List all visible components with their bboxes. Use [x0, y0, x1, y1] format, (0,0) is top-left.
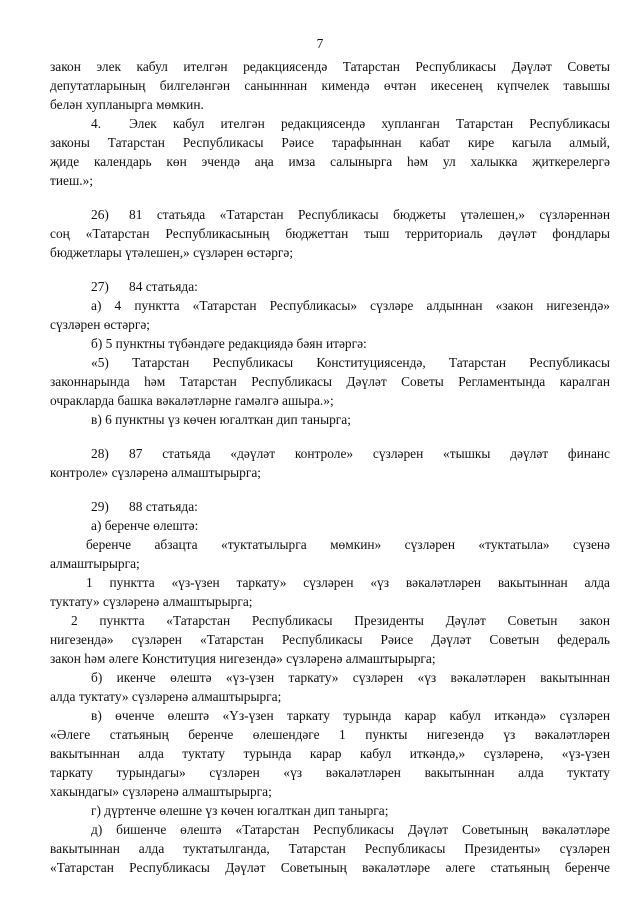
- text-line: «5) Татарстан Республикасы Конституциясендә, Татарстан Республикасы: [91, 355, 610, 370]
- text-line: таркату турындагы» сүзләрен «үз вәкаләтләрен вакытыннан алда туктату: [50, 765, 610, 780]
- text-line: а) 4 пунктта «Татарстан Республикасы» сүзләре алдыннан «закон нигезендә»: [91, 298, 610, 313]
- text-line: 1 пунктта «үз-үзен таркату» сүзләрен «үз вәкаләтләрен вакытыннан алда: [86, 575, 610, 590]
- text-line: в) 6 пунктны үз көчен югалткан дип танырга;: [91, 412, 351, 427]
- text-line: очракларда башка вәкаләтләрне гамәлгә ашыра.»;: [50, 393, 334, 408]
- text-line: «Татарстан Республикасы Дәүләт Советының вәкаләтләре әлеге статьяның беренче: [50, 860, 610, 875]
- paragraph-line: [91, 114, 610, 133]
- paragraph-line: [91, 444, 610, 463]
- text-line: д) бишенче өлештә «Татарстан Республикасы Дәүләт Советының вәкаләтләре: [91, 822, 610, 837]
- text-line: б) 5 пунктны түбәндәге редакциядә бәян итәргә:: [91, 336, 367, 351]
- text-line: беренче абзацта «туктатылырга мөмкин» сүзләрен «туктатыла» сүзенә: [86, 537, 610, 552]
- text-line: сүзләрен өстәргә;: [50, 317, 150, 332]
- text-line: 88 статьяда:: [129, 499, 198, 514]
- text-line: 87 статьяда «дәүләт контроле» сүзләрен «тышкы дәүләт финанс: [129, 446, 610, 461]
- text-line: вакытыннан алда туктату турында карар кабул иткәндә,» сүзләренә, «үз-үзен: [50, 746, 610, 761]
- item-number: 29): [91, 499, 109, 514]
- text-line: соң «Татарстан Республикасының бюджеттан тыш территориаль дәүләт фондлары: [50, 226, 610, 241]
- text-line: алда туктату» сүзләренә алмаштырырга;: [50, 689, 282, 704]
- text-line: законы Татарстан Республикасы Рәисе тарафыннан кабат кире кагыла алмый,: [50, 135, 610, 150]
- text-line: контроле» сүзләренә алмаштырырга;: [50, 465, 262, 480]
- text-line: җиде календарь көн эчендә аңа имза салынырга һәм ул халыкка җиткерелергә: [50, 154, 610, 169]
- paragraph-line: [91, 497, 610, 516]
- text-line: «Әлеге статьяның беренче өлешендәге 1 пункты нигезендә үз вәкаләтләрен: [50, 727, 610, 742]
- item-number: 28): [91, 446, 109, 461]
- text-line: в) өченче өлештә «Үз-үзен таркату турында карар кабул иткәндә» сүзләрен: [91, 708, 610, 723]
- page-number: 7: [316, 36, 324, 51]
- paragraph-line: [91, 277, 610, 296]
- text-line: 84 статьяда:: [129, 279, 198, 294]
- text-line: нигезендә» сүзләрен «Татарстан Республикасы Рәисе Дәүләт Советын федераль: [50, 632, 610, 647]
- text-line: 81 статьяда «Татарстан Республикасы бюджеты үтәлешен,» сүзләреннән: [129, 207, 610, 222]
- text-line: бюджетлары үтәлешен,» сүзләрен өстәргә;: [50, 245, 294, 260]
- text-line: вакытыннан алда туктатылганда, Татарстан Республикасы Президенты» сүзләрен: [50, 841, 610, 856]
- text-line: Элек кабул ителгән редакциясендә хупланган Татарстан Республикасы: [129, 116, 610, 131]
- item-number: 27): [91, 279, 109, 294]
- text-line: тиеш.»;: [50, 173, 94, 188]
- text-line: хакындагы» сүзләренә алмаштырырга;: [50, 784, 272, 799]
- text-line: туктату» сүзләренә алмаштырырга;: [50, 594, 253, 609]
- text-line: б) икенче өлештә «үз-үзен таркату» сүзләрен «үз вәкаләтләрен вакытыннан: [91, 670, 610, 685]
- text-line: белән хупланырга мөмкин.: [50, 97, 204, 112]
- text-line: а) беренче өлештә:: [91, 518, 199, 533]
- item-number: 4.: [91, 116, 102, 131]
- text-line: законнарында һәм Татарстан Республикасы Дәүләт Советы Регламентында каралган: [50, 374, 610, 389]
- text-line: депутатларының билгеләнгән санынннан кимендә өчтән икесенең күпчелек тавышы: [50, 78, 610, 93]
- text-line: закон элек кабул ителгән редакциясендә Татарстан Республикасы Дәүләт Советы: [50, 59, 610, 74]
- text-line: 2 пунктта «Татарстан Республикасы Президенты Дәүләт Советын закон: [71, 613, 610, 628]
- paragraph-line: [91, 205, 610, 224]
- text-line: г) дүртенче өлешне үз көчен югалткан дип танырга;: [91, 803, 389, 818]
- text-line: алмаштырырга;: [50, 556, 140, 571]
- item-number: 26): [91, 207, 109, 222]
- text-line: закон һәм әлеге Конституция нигезендә» сүзләренә алмаштырырга;: [50, 651, 436, 666]
